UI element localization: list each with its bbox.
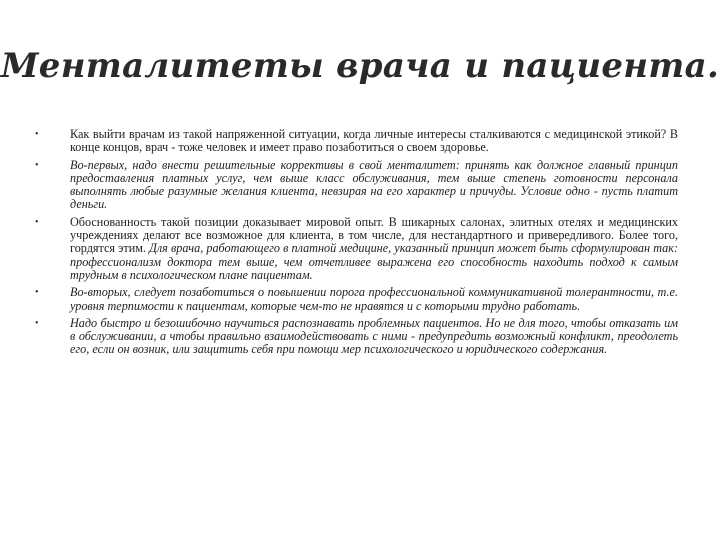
list-item-text: Обоснованность такой позиции доказывает мировой опыт. В шикарных салонах, элитных отелях и медицинских учреждениях делают все возможное для клиента, в том числе, для нестандартного и привередливого. Более того, гордятся этим. — [70, 214, 678, 256]
list-item — [30, 128, 678, 155]
bullet-list — [30, 128, 678, 361]
list-item-text-group — [70, 216, 678, 282]
list-item — [30, 159, 678, 212]
list-item-text: Надо быстро и безошибочно научиться распознавать проблемных пациентов. Но не для того, чтобы отказать им в обслуживании, а чтобы правильно взаимодействовать с ними - предупредить возможный конфликт, преодолеть его, если он возник, или защитить себя при помощи мер психологического и юридического содержания. — [70, 315, 678, 357]
slide-title: Менталитеты врача и пациента. — [0, 46, 720, 86]
list-item-text: Во-первых, надо внести решительные коррективы в свой менталитет: принять как должное главный принцип предоставления платных услуг, чем выше класс обслуживания, тем выше степень готовности персонала выполнять любые разумные желания клиента, невзирая на его характер и причуды. Условие одно - пусть платит деньги. — [70, 157, 678, 212]
list-item-emphasis: Для врача, работающего в платной медицине, указанный принцип может быть сформулирован так: профессионализм доктора тем выше, чем отчетливее выражена его способность находить подход к самым трудным в психологическом плане пациентам. — [70, 241, 678, 282]
list-item-text: Как выйти врачам из такой напряженной ситуации, когда личные интересы сталкиваются с медицинской этикой? В конце концов, врач - тоже человек и имеет право позаботиться о своем здоровье. — [70, 127, 678, 155]
list-item — [30, 317, 678, 357]
bullet-icon: • — [35, 129, 39, 140]
list-item — [30, 216, 678, 282]
list-item-text: Во-вторых, следует позаботиться о повышении порога профессиональной коммуникативной толерантности, т.е. уровня терпимости к пациентам, которые чем-то не нравятся и с которыми трудно работать. — [70, 285, 678, 313]
list-item — [30, 286, 678, 313]
bullet-icon: • — [35, 159, 39, 171]
bullet-icon: • — [35, 287, 39, 299]
bullet-icon: • — [35, 216, 39, 228]
bullet-icon: • — [35, 317, 39, 329]
